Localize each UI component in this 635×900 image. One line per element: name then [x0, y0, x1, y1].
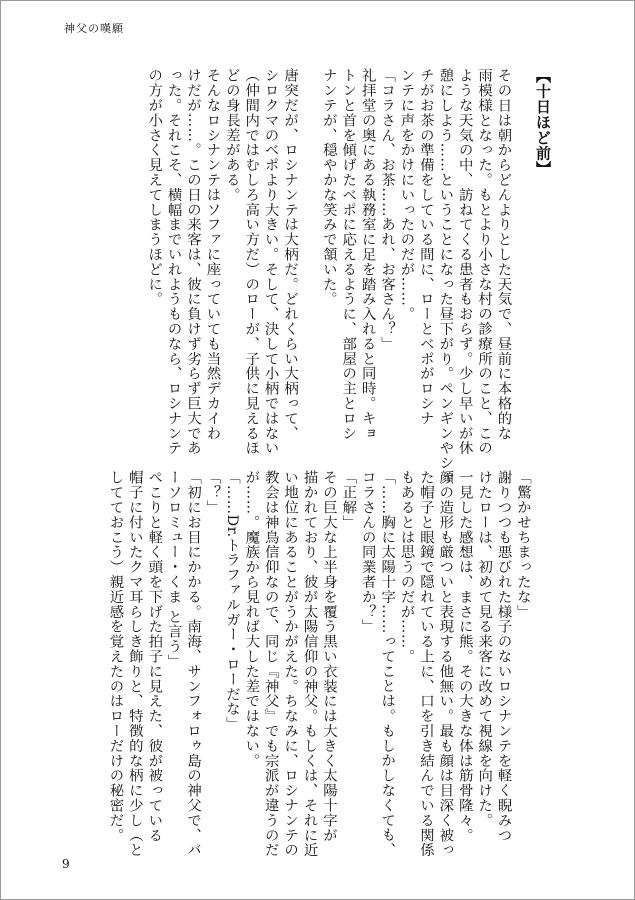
- upper-lines: [144, 68, 513, 486]
- text-line: （仲間内ではむしろ高い方だ）のローが、子供に見えるほ: [243, 68, 260, 456]
- text-line: 唐突だが、ロシナンテは大柄だ。どれくらい大柄って、: [282, 68, 299, 441]
- text-line: ぺこりと軽く頭を下げた拍子に見えた、彼が被っている: [146, 470, 163, 843]
- text-line: 教会は神鳥信仰なので、同じ『神父』でも宗派が違うのだ: [262, 470, 279, 858]
- text-line: けだが……。この日の来客は、彼に負けず劣らず巨大であ: [184, 68, 201, 456]
- text-line: 「？」: [204, 470, 221, 515]
- text-line: 礼拝堂の奥にある執務室に足を踏み入れると同時。キョ: [359, 68, 376, 441]
- text-line: トンと首を傾げたベポに応えるように、部屋の主とロシ: [340, 68, 357, 441]
- text-line: 「正解」: [340, 470, 357, 530]
- text-line: 「コラさん、お茶……あれ、お客さん？」: [379, 68, 396, 352]
- text-line: 憩にしよう……ということになった昼下がり。ペンギンやシャ: [437, 68, 454, 486]
- text-line: い地位にあることがうかがえた。ちなみに、ロシナンテの: [282, 470, 299, 858]
- text-line: 顔の造形も厳ついと表現する他無い。最も顔は目深く被っ: [437, 470, 454, 858]
- text-line: シロクマのベポより大きい。そして、決して小柄ではない: [262, 68, 279, 456]
- text-line: 「……Dr.トラファルガー・ローだな」: [223, 470, 240, 732]
- text-line: 一見した感想は、まさに熊。その大きな体は筋骨隆々。: [456, 470, 473, 843]
- text-line: ナンテが、穏やかな笑みで頷いた。: [320, 68, 337, 307]
- text-line: ーソロミュー・くま と言う」: [165, 470, 182, 669]
- text-line: けたローは、初めて見る来客に改めて視線を向けた。: [476, 470, 493, 828]
- text-line: 「初にお目にかかる。南海、サンフォロゥ島の神父で、バ: [185, 470, 202, 858]
- lower-lines: [105, 470, 532, 858]
- text-line: [299, 68, 318, 438]
- text-line: 描かれており、彼が太陽信仰の神父。もしくは、それに近: [301, 470, 318, 858]
- page-number: 9: [62, 857, 70, 871]
- text-line: の方が小さく見えてしまうほどに。: [146, 68, 163, 307]
- text-line: してておこう）親近感を覚えたのはローだけの秘密だ。: [107, 470, 124, 843]
- section-heading: 【十日ほど前】: [534, 68, 552, 177]
- text-line: どの身長差がある。: [223, 68, 240, 203]
- text-line: 雨模様となった。もとより小さな村の診療所のこと、この: [476, 68, 493, 456]
- text-line: た帽子と眼鏡で隠れている上に、口を引き結んでいる関係: [417, 470, 434, 858]
- lower-text-block: [52, 470, 532, 858]
- text-line: 「驚かせちまったな」: [515, 470, 531, 619]
- text-line: 帽子に付いたクマ耳らしき飾りと、特徴的な柄に少し（と: [126, 470, 143, 858]
- text-line: その巨大な上半身を覆う黒い衣装には大きく太陽十字が: [320, 470, 337, 843]
- text-line: ような天気の中、訪ねてくる患者もおらず。少し早いが休: [456, 68, 473, 456]
- text-line: もあるとは思うのだが……。: [398, 470, 415, 664]
- text-line: 「……胸に太陽十字……ってことは。もしかしなくても、: [379, 470, 396, 858]
- text-line: が……。魔族から見れば大した差ではない。: [243, 470, 260, 768]
- text-line: ンテに声をかけにいったのだが……。: [398, 68, 415, 322]
- text-line: った。それこそ、横幅までいれようものなら、ロシナンテ: [165, 68, 182, 456]
- text-line: 謝りつつも悪びれた様子のないロシナンテを軽く睨みつ: [495, 470, 512, 843]
- text-line: コラさんの同業者か？」: [359, 470, 376, 634]
- text-line: チがお茶の準備をしている間に、ローとベポがロシナ: [417, 68, 434, 426]
- text-line: そんなロシナンテはソファに座っていても当然デカイわ: [204, 68, 221, 441]
- running-header: 神父の嘆願: [64, 22, 124, 35]
- upper-text-block: [52, 68, 552, 486]
- text-line: その日は朝からどんよりとした天気で、昼前に本格的な: [495, 68, 512, 441]
